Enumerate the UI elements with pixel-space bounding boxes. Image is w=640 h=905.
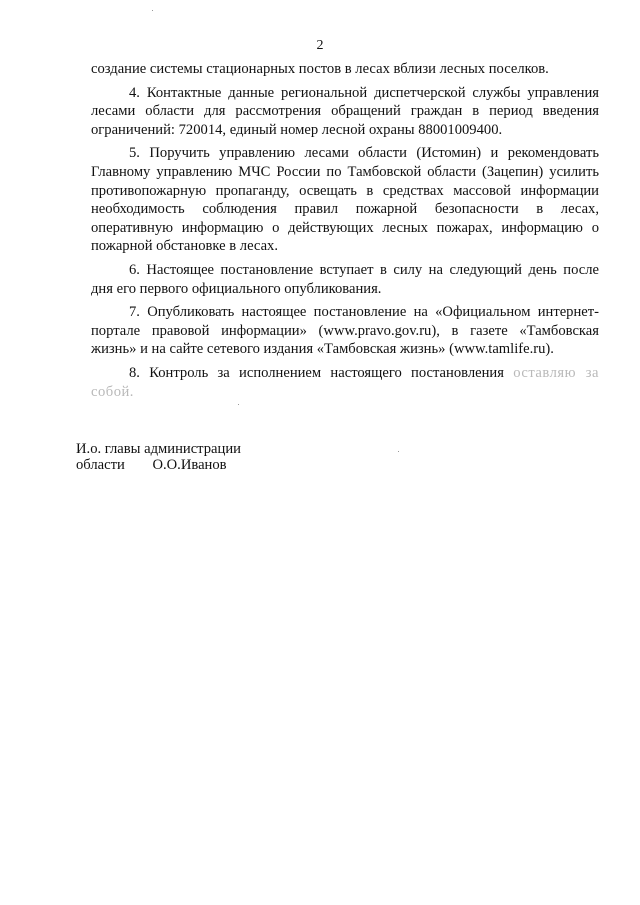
paragraph-4-contacts: 4. Контактные данные региональной диспетчерской службы управления лесами области для рассмотрения обращений граждан в период введения ограничений: 720014, единый номер лесной охраны 88001009400. [91, 84, 599, 138]
signature-title: И.о. главы администрации [76, 441, 241, 457]
signature-name: О.О.Иванов [152, 457, 227, 473]
scan-speck [238, 404, 239, 405]
page-number: 2 [316, 38, 324, 53]
scan-speck [152, 10, 153, 11]
document-body [91, 60, 599, 406]
signature-line [76, 457, 241, 473]
scan-speck [398, 451, 399, 452]
paragraph-8-faded-text: оставляю за собой. [91, 364, 599, 400]
paragraph-8-text: 8. Контроль за исполнением настоящего постановления [129, 364, 514, 381]
paragraph-continuation: создание системы стационарных постов в лесах вблизи лесных поселков. [91, 61, 549, 77]
paragraph-7-publication: 7. Опубликовать настоящее постановление на «Официальном интернет-портале правовой информации» (www.pravo.gov.ru), в газете «Тамбовская жизнь» и на сайте сетевого издания «Тамбовская жизнь» (www.tamlife.ru). [91, 304, 599, 358]
signature-region: области [76, 457, 125, 473]
paragraph-5-instruction: 5. Поручить управлению лесами области (Истомин) и рекомендовать Главному управлению МЧС России по Тамбовской области (Зацепин) усилить противопожарную пропаганду, освещать в средствах массовой информации необходимость соблюдения правил пожарной безопасности в лесах, оперативную информацию о действующих лесных пожарах, информацию о пожарной обстановке в лесах. [91, 145, 599, 255]
paragraph-6-effective-date: 6. Настоящее постановление вступает в силу на следующий день после дня его первого официального опубликования. [91, 261, 599, 297]
paragraph-8-control [91, 364, 599, 401]
signature-block [76, 441, 241, 473]
